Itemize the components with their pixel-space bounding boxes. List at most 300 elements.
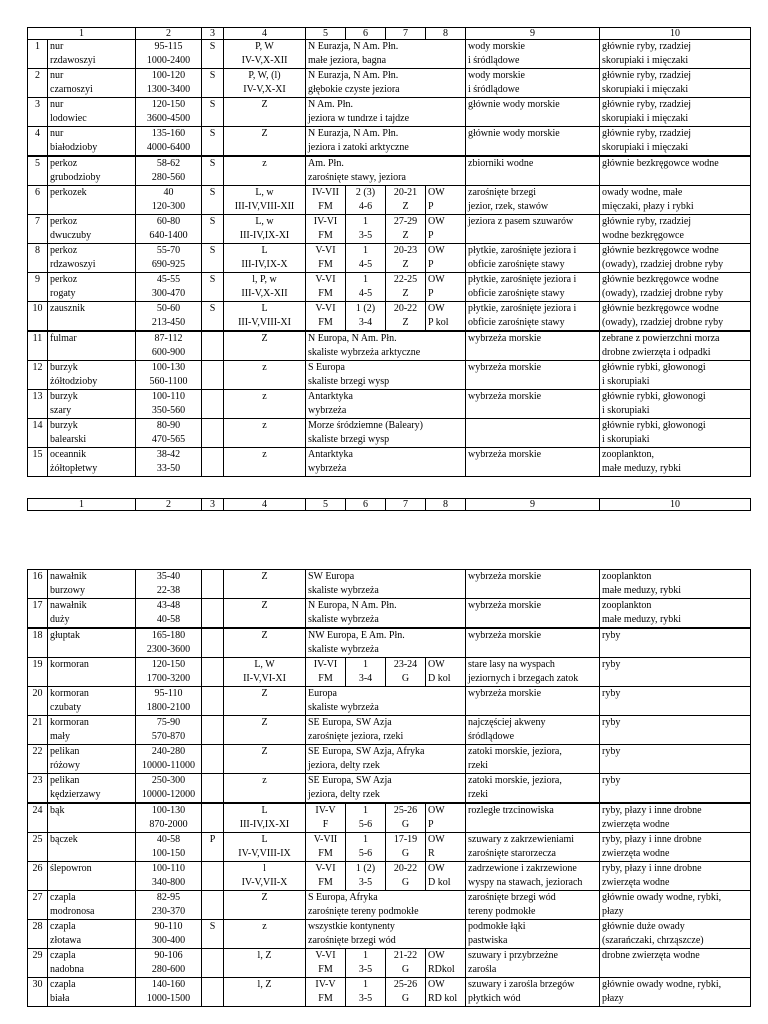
table-row [28,40,751,69]
habitat-line-1: głównie wody morskie [468,128,560,139]
clutch-count [346,215,386,244]
occurrence-period-line-2: III-V,VIII-XI [238,317,291,328]
food-line-1: głównie bezkręgowce wodne [602,274,719,285]
habitat-line-2 [468,462,597,476]
incubation-days-line-2: G [401,848,410,859]
range-habitat-line-1: Am. Płn. [308,158,344,169]
food [600,302,751,332]
size-weight-line-2: 22-38 [156,585,181,596]
incubation-days-line-2: Z [402,288,409,299]
species-name [48,570,136,599]
column-number-6: 6 [346,499,386,511]
nest-type [426,186,466,215]
range-habitat-line-1: SE Europa, SW Azja, Afryka [308,746,425,757]
occurrence-period-line-2: IV-V,X-XII [241,55,288,66]
size-weight [136,833,202,862]
clutch-count [346,978,386,1007]
clutch-count-line-1: 1 [363,979,368,990]
occurrence-period [224,891,306,920]
size-weight-line-1: 80-90 [156,420,181,431]
nest-type-line-2: D kol [428,877,451,888]
range-habitat [306,628,466,658]
species-name [48,978,136,1007]
size-weight-line-2: 570-870 [151,731,186,742]
breeding-months [306,949,346,978]
table-row [28,978,751,1007]
habitat-line-1: głównie wody morskie [468,99,560,110]
food-line-1: głównie ryby, rzadziej [602,99,692,110]
size-weight-line-1: 100-130 [151,362,186,373]
habitat-line-1: płytkie, zarośnięte jeziora i [468,245,577,256]
column-number-7: 7 [386,499,426,511]
size-weight-line-2: 33-50 [156,463,181,474]
range-habitat [306,891,466,920]
habitat-line-1: płytkie, zarośnięte jeziora i [468,274,577,285]
occurrence-period-line-2 [226,375,303,389]
incubation-days-line-1: 25-26 [393,805,418,816]
size-weight-line-2: 340-800 [151,877,186,888]
nest-type-line-1: OW [428,805,445,816]
food [600,98,751,127]
range-habitat-line-1: NW Europa, E Am. Płn. [308,630,405,641]
table-row [28,949,751,978]
habitat-line-2 [468,818,597,832]
range-habitat-line-1: S Europa [308,362,345,373]
occurrence-period-line-2 [226,905,303,919]
size-weight-line-1: 60-80 [156,216,181,227]
status-code: S [202,98,224,127]
range-habitat-line-1: N Eurazja, N Am. Płn. [308,128,399,139]
habitat-line-1: szuwary i zarośla brzegów [468,979,575,990]
occurrence-period [224,390,306,419]
column-number-5: 5 [306,28,346,40]
incubation-days [386,273,426,302]
range-habitat-line-1: S Europa, Afryka [308,892,378,903]
range-habitat-line-1: N Europa, N Am. Płn. [308,600,397,611]
status-code [202,745,224,774]
clutch-count-line-2: 3-5 [358,230,373,241]
food [600,331,751,361]
occurrence-period [224,98,306,127]
habitat-line-2 [468,613,597,627]
food-line-2 [602,963,748,977]
species-name [48,215,136,244]
range-habitat [306,687,466,716]
food-line-2: (szarańczaki, chrząszcze) [602,935,704,946]
species-name [48,302,136,332]
breeding-months-line-2: F [322,819,329,830]
breeding-months [306,658,346,687]
row-number: 14 [28,419,48,448]
occurrence-period-line-1: Z [261,688,268,699]
species-name [48,628,136,658]
occurrence-period [224,687,306,716]
species-name-line-1: nawałnik [50,571,87,582]
food-line-1: ryby, płazy i inne drobne [602,863,702,874]
size-weight-line-1: 45-55 [156,274,181,285]
food-line-2: (owady), rzadziej drobne ryby [602,288,724,299]
habitat-line-2 [468,404,597,418]
size-weight-line-2: 2300-3600 [146,644,191,655]
breeding-months-line-1: IV-V [315,805,336,816]
size-weight-line-1: 43-48 [156,600,181,611]
species-name-line-2: duży [50,614,70,625]
incubation-days [386,302,426,332]
species-name-line-2: rdzawoszyi [50,259,96,270]
range-habitat-line-2: małe jeziora, bagna [308,55,387,66]
size-weight-line-2: 10000-11000 [142,760,195,771]
habitat-line-2 [468,112,597,126]
size-weight-line-2: 300-470 [151,288,186,299]
nest-type-line-2: P [428,230,434,241]
habitat [466,331,600,361]
species-name-line-1: bąk [50,805,65,816]
table-row [28,127,751,157]
table-row [28,302,751,332]
occurrence-period-line-1: l, Z [257,979,272,990]
size-weight-line-2: 100-150 [151,848,186,859]
species-name [48,69,136,98]
nest-type [426,978,466,1007]
occurrence-period-line-1: L [261,805,268,816]
table-row [28,215,751,244]
nest-type-line-2: P [428,201,434,212]
range-habitat-line-1: SE Europa, SW Azja [308,775,392,786]
row-number: 7 [28,215,48,244]
habitat-line-1: wybrzeża morskie [468,391,542,402]
species-name-line-1: bączek [50,834,78,845]
breeding-months-line-2: FM [318,993,333,1004]
species-name-line-1: czapla [50,921,76,932]
column-number-6: 6 [346,28,386,40]
species-name-line-1: burzyk [50,391,78,402]
habitat-line-1: płytkie, zarośnięte jeziora i [468,303,577,314]
species-name-line-1: pelikan [50,775,80,786]
food-line-1: głównie rybki, głowonogi [602,420,706,431]
food [600,244,751,273]
species-name-line-2 [50,643,133,657]
occurrence-period-line-1: Z [261,571,268,582]
species-name-line-2: dwuczuby [50,230,92,241]
species-name [48,40,136,69]
breeding-months-line-1: V-VI [315,950,336,961]
species-name-line-1: pelikan [50,746,80,757]
species-name-line-2: żółtodzioby [50,376,98,387]
habitat [466,302,600,332]
column-number-7: 7 [386,28,426,40]
clutch-count-line-2: 3-5 [358,964,373,975]
size-weight-line-2: 230-370 [151,906,186,917]
food [600,570,751,599]
size-weight-line-1: 38-42 [156,449,181,460]
occurrence-period-line-2: II-V,VI-XI [243,673,286,684]
habitat [466,978,600,1007]
status-code: S [202,302,224,332]
food-line-1: głównie ryby, rzadziej [602,70,692,81]
species-name [48,98,136,127]
food [600,419,751,448]
occurrence-period-line-1: P, W [255,41,274,52]
incubation-days-line-1: 20-22 [393,863,418,874]
range-habitat [306,40,466,69]
incubation-days-line-2: Z [402,259,409,270]
range-habitat-line-2: jeziora, delty rzek [308,760,380,771]
incubation-days-line-2: G [401,673,410,684]
clutch-count-line-2: 4-6 [358,201,373,212]
species-name [48,658,136,687]
row-number: 5 [28,156,48,186]
food [600,658,751,687]
habitat [466,949,600,978]
range-habitat-line-2: zarośnięte stawy, jeziora [308,172,406,183]
clutch-count-line-1: 1 [363,950,368,961]
occurrence-period-line-1: L, w [255,216,274,227]
occurrence-period [224,920,306,949]
habitat [466,186,600,215]
breeding-months-line-1: V-VI [315,245,336,256]
habitat-line-1: wody morskie [468,70,525,81]
clutch-count [346,273,386,302]
occurrence-period-line-2: III-IV,IX-XI [239,819,290,830]
habitat-line-2: i śródlądowe [468,55,520,66]
nest-type [426,803,466,833]
row-number: 8 [28,244,48,273]
breeding-months-line-2: FM [318,877,333,888]
size-weight-line-1: 58-62 [156,158,181,169]
habitat-line-1: wybrzeża morskie [468,688,542,699]
nest-type-line-2: P [428,288,434,299]
status-code: S [202,186,224,215]
habitat-line-2: pastwiska [468,935,508,946]
nest-type-line-1: OW [428,950,445,961]
food [600,920,751,949]
clutch-count-line-2: 3-4 [358,317,373,328]
food-line-1: zooplankton, [602,449,654,460]
incubation-days-line-2: G [401,993,410,1004]
food-line-1: głównie ryby, rzadziej [602,41,692,52]
occurrence-period-line-2 [226,346,303,360]
size-weight [136,978,202,1007]
range-habitat [306,127,466,157]
range-habitat [306,361,466,390]
food-line-2 [602,788,748,802]
status-code: S [202,920,224,949]
species-name-line-2: białodzioby [50,142,98,153]
food-line-1: zooplankton [602,600,652,611]
size-weight-line-1: 75-90 [156,717,181,728]
habitat [466,803,600,833]
size-weight [136,390,202,419]
species-name-line-2: czubaty [50,702,82,713]
incubation-days-line-2: Z [402,201,409,212]
species-name [48,244,136,273]
clutch-count-line-1: 1 [363,216,368,227]
breeding-months-line-2: FM [318,964,333,975]
species-name [48,390,136,419]
row-number: 12 [28,361,48,390]
incubation-days-line-1: 22-25 [393,274,418,285]
food [600,156,751,186]
status-code [202,687,224,716]
food [600,862,751,891]
range-habitat [306,156,466,186]
occurrence-period [224,716,306,745]
species-name-line-2 [50,316,133,330]
species-name-line-2 [50,847,133,861]
species-name-line-1: czapla [50,892,76,903]
row-number: 9 [28,273,48,302]
food [600,803,751,833]
size-weight [136,302,202,332]
food [600,599,751,629]
column-number-1: 1 [28,28,136,40]
food-line-1: zebrane z powierzchni morza [602,333,720,344]
nest-type-line-1: OW [428,216,445,227]
size-weight [136,40,202,69]
food-line-2 [602,171,748,185]
range-habitat-line-2: jeziora w tundrze i tajdze [308,113,410,124]
table-row [28,658,751,687]
occurrence-period-line-2 [226,788,303,802]
species-name-line-2 [50,672,133,686]
food-line-1: głównie owady wodne, rybki, [602,979,722,990]
occurrence-period-line-2 [226,992,303,1006]
species-name-line-2: nadobna [50,964,84,975]
range-habitat [306,745,466,774]
species-name [48,949,136,978]
row-number: 17 [28,599,48,629]
range-habitat-line-1: SE Europa, SW Azja [308,717,392,728]
range-habitat [306,419,466,448]
size-weight-line-1: 90-110 [154,921,183,932]
column-number-8: 8 [426,28,466,40]
habitat [466,599,600,629]
size-weight [136,687,202,716]
size-weight-line-1: 82-95 [156,892,181,903]
size-weight-line-2: 120-300 [151,201,186,212]
occurrence-period-line-1: L [261,834,268,845]
incubation-days [386,833,426,862]
habitat-line-2: płytkich wód [468,993,521,1004]
row-number: 19 [28,658,48,687]
table-row [28,803,751,833]
occurrence-period-line-1: z [262,921,267,932]
habitat-line-2 [468,584,597,598]
food-line-2 [602,759,748,773]
status-code [202,978,224,1007]
range-habitat-line-2: skaliste brzegi wysp [308,376,390,387]
column-number-8: 8 [426,499,466,511]
occurrence-period-line-1: z [262,362,267,373]
occurrence-period [224,658,306,687]
occurrence-period-line-2: IV-V,X-XI [243,84,286,95]
breeding-months-line-1: V-VI [315,274,336,285]
breeding-months-line-1: V-VI [315,863,336,874]
row-number: 16 [28,570,48,599]
habitat-line-1: wybrzeża morskie [468,333,542,344]
occurrence-period-line-2: III-V,X-XII [241,288,288,299]
food-line-1: ryby [602,688,621,699]
clutch-count [346,658,386,687]
size-weight-line-1: 87-112 [154,333,183,344]
incubation-days-line-1: 25-26 [393,979,418,990]
range-habitat-line-2: wybrzeża [308,463,347,474]
species-name [48,361,136,390]
status-code [202,891,224,920]
species-name-line-2: modronosa [50,906,95,917]
habitat [466,40,600,69]
species-name-line-1: nur [50,70,64,81]
range-habitat-line-2: jeziora, delty rzek [308,789,380,800]
species-name-line-1: perkoz [50,216,78,227]
row-number: 13 [28,390,48,419]
size-weight-line-1: 50-60 [156,303,181,314]
habitat [466,628,600,658]
incubation-days-line-1: 27-29 [393,216,418,227]
habitat-line-2: rzeki [468,789,488,800]
habitat-line-1: podmokłe łąki [468,921,526,932]
food-line-1: głównie owady wodne, rybki, [602,892,722,903]
species-name [48,448,136,477]
table-row [28,687,751,716]
species-name-line-2 [50,818,133,832]
incubation-days-line-1: 17-19 [393,834,418,845]
species-name-line-2: czarnoszyi [50,84,93,95]
species-name [48,716,136,745]
row-number: 4 [28,127,48,157]
habitat-line-2: jeziornych i brzegach zatok [468,673,579,684]
species-name [48,127,136,157]
species-name [48,687,136,716]
species-name-line-2: grubodzioby [50,172,101,183]
incubation-days [386,803,426,833]
size-weight-line-2: 1000-1500 [146,993,191,1004]
food-line-2: zwierzęta wodne [602,848,670,859]
table-row [28,419,751,448]
row-number: 11 [28,331,48,361]
breeding-months-line-1: IV-V [315,979,336,990]
incubation-days [386,862,426,891]
food [600,891,751,920]
clutch-count [346,803,386,833]
food-line-2: zwierzęta wodne [602,819,670,830]
nest-type-line-1: OW [428,187,445,198]
clutch-count [346,949,386,978]
habitat [466,833,600,862]
habitat-line-1: wybrzeża morskie [468,600,542,611]
status-code [202,361,224,390]
occurrence-period [224,273,306,302]
table-row [28,745,751,774]
occurrence-period-line-2 [226,112,303,126]
row-number: 15 [28,448,48,477]
habitat [466,570,600,599]
row-number: 27 [28,891,48,920]
habitat [466,891,600,920]
size-weight [136,244,202,273]
range-habitat [306,920,466,949]
range-habitat [306,98,466,127]
species-name [48,745,136,774]
occurrence-period-line-2 [226,404,303,418]
species-name [48,156,136,186]
size-weight-line-2: 4000-6400 [146,142,191,153]
occurrence-period-line-1: L [261,303,268,314]
habitat-line-1: wybrzeża morskie [468,449,542,460]
occurrence-period-line-2: III-IV,VIII-XII [234,201,295,212]
food [600,40,751,69]
food-line-2 [602,701,748,715]
